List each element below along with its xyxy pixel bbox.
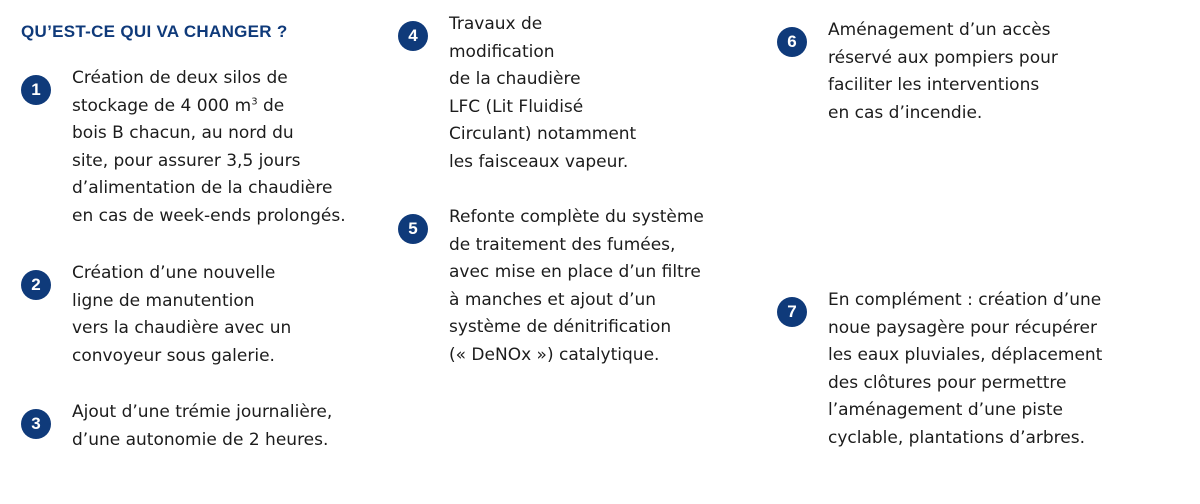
item-text-5: Refonte complète du système de traitement des fumées, avec mise en place d’un filtre à manches et ajout d’un système de dénitrification (« DeNOx ») catalytique. <box>449 207 704 365</box>
item-text-1: Création de deux silos de stockage de 4 000 $m^3$ de bois B chacun, au nord du site, pour assurer 3,5 jours d’alimentation de la chaudière en cas de week-ends prolongés. <box>72 68 346 226</box>
item-text-4: Travaux de modification de la chaudière LFC (Lit Fluidisé Circulant) notamment les faisceaux vapeur. <box>449 14 637 172</box>
item-text-2: Création d’une nouvelle ligne de manutention vers la chaudière avec un convoyeur sous galerie. <box>72 263 292 366</box>
item-text-7: En complément : création d’une noue paysagère pour récupérer les eaux pluviales, déplacement des clôtures pour permettre l’aménagement d’une piste cyclable, plantations d’arbres. <box>828 290 1103 448</box>
item-text-6: Aménagement d’un accès réservé aux pompiers pour faciliter les interventions en cas d’incendie. <box>828 20 1058 123</box>
number-badge-4: 4 <box>398 21 428 51</box>
item-text-3: Ajout d’une trémie journalière, d’une autonomie de 2 heures. <box>72 402 333 450</box>
number-badge-2: 2 <box>21 270 51 300</box>
number-badge-7: 7 <box>777 297 807 327</box>
number-badge-6: 6 <box>777 27 807 57</box>
number-badge-5: 5 <box>398 214 428 244</box>
section-heading: QU’EST-CE QUI VA CHANGER ? <box>21 22 288 41</box>
number-badge-1: 1 <box>21 75 51 105</box>
number-badge-3: 3 <box>21 409 51 439</box>
